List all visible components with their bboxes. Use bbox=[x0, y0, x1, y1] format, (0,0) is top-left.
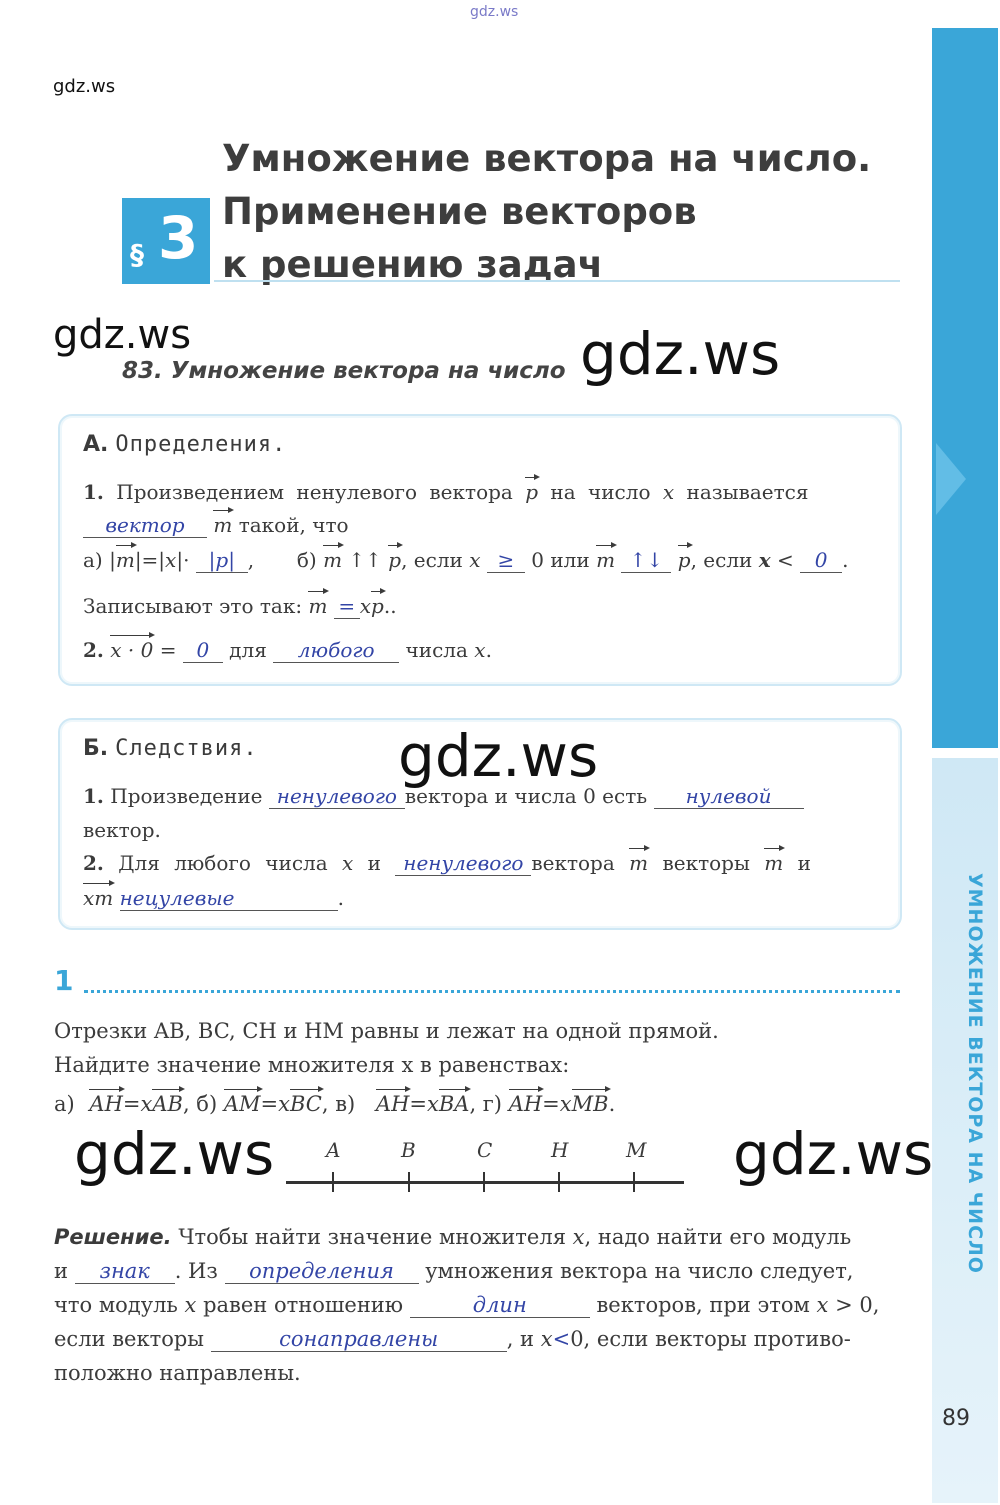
point-C-label: C bbox=[477, 1138, 493, 1162]
answer-nonzero-1: ненулевого bbox=[269, 784, 405, 809]
def-1-text4: такой, что bbox=[238, 513, 349, 537]
definitions-letter: А. bbox=[83, 432, 109, 457]
vec-BA: BA bbox=[438, 1092, 470, 1116]
write-text: Записывают это так: bbox=[83, 594, 303, 618]
cons-2-text: Для любого числа bbox=[118, 851, 328, 875]
def-2-for: для bbox=[229, 638, 267, 662]
x-times-zero-vector: x · 0 bbox=[110, 638, 154, 662]
b-lt: < bbox=[777, 548, 794, 572]
point-H-label: H bbox=[551, 1138, 569, 1162]
vec-BC: BC bbox=[289, 1092, 322, 1116]
definitions-text: Определения. bbox=[115, 432, 287, 457]
section-number: 3 bbox=[158, 204, 199, 272]
answer-nonzero-2: ненулевого bbox=[395, 851, 531, 876]
def-2-tail: числа bbox=[405, 638, 468, 662]
b-vector-p: p bbox=[388, 548, 402, 572]
b-dot: . bbox=[842, 548, 849, 572]
point-H-tick bbox=[558, 1172, 560, 1192]
vec-AH-c: AH bbox=[375, 1092, 410, 1116]
b-vector-m: m bbox=[323, 548, 343, 572]
subsection-title: 83. Умножение вектора на число bbox=[122, 358, 566, 384]
sol-t6x: x bbox=[816, 1293, 829, 1317]
cons-1-text2: вектора и числа 0 есть bbox=[404, 784, 648, 808]
sol-t3: . Из bbox=[174, 1259, 218, 1283]
title-divider bbox=[214, 280, 900, 282]
sol-t5x: x bbox=[184, 1293, 197, 1317]
cons-2-xm-x: x bbox=[83, 886, 95, 910]
def-2-eq: = bbox=[159, 638, 177, 662]
cons-2-and2: и bbox=[797, 851, 811, 875]
def-1-num: 1. bbox=[83, 480, 104, 504]
def-1-line-2 bbox=[83, 513, 349, 538]
side-tab-arrow-icon bbox=[936, 443, 966, 515]
cons-2-vector-m: m bbox=[629, 851, 649, 875]
answer-lt: < bbox=[552, 1327, 571, 1351]
task-x-a: x bbox=[140, 1092, 153, 1116]
cons-1-line-1 bbox=[83, 784, 804, 809]
b-vector-m2: m bbox=[596, 548, 616, 572]
def-2-num: 2. bbox=[83, 638, 104, 662]
b-x2: x bbox=[758, 548, 771, 572]
sol-t8x: x bbox=[540, 1327, 553, 1351]
b-if-x: , если bbox=[690, 548, 753, 572]
cons-2-text2: вектора bbox=[531, 851, 615, 875]
watermark-top-left: gdz.ws bbox=[53, 76, 116, 97]
def-1-line-1 bbox=[83, 480, 871, 504]
answer-ge: ≥ bbox=[487, 548, 525, 573]
write-x: x bbox=[359, 594, 372, 618]
point-B-label: B bbox=[401, 1138, 416, 1162]
cons-1-text3: вектор. bbox=[83, 818, 161, 842]
task-line-3: а) AH=xAB, б) AM=xBC, в) AH=xBA, г) AH=xMB. bbox=[54, 1092, 616, 1116]
item-a-comma: , bbox=[247, 548, 255, 572]
cons-1-num: 1. bbox=[83, 784, 104, 808]
sol-t5: что модуль bbox=[54, 1293, 178, 1317]
task-c-label: , в) bbox=[321, 1092, 356, 1116]
cons-2-xm bbox=[83, 886, 113, 910]
x-times-zero-x: x bbox=[110, 638, 122, 662]
write-vector-p: p bbox=[371, 594, 384, 618]
consequences-letter: Б. bbox=[83, 736, 109, 761]
cons-2-vector-m2: m bbox=[764, 851, 784, 875]
answer-abs-p: |p| bbox=[196, 548, 248, 573]
sol-t8: , и bbox=[506, 1327, 535, 1351]
consequences-heading bbox=[83, 736, 258, 761]
def-1-text3: называется bbox=[686, 480, 809, 504]
solution-line-5: положно направлены. bbox=[54, 1361, 301, 1385]
answer-zero-vector: 0 bbox=[183, 638, 223, 663]
sol-t4: умножения вектора на число следует, bbox=[425, 1259, 854, 1283]
answer-zero-word: нулевой bbox=[654, 784, 804, 809]
page-number: 89 bbox=[942, 1406, 970, 1431]
task-b-label: , б) bbox=[182, 1092, 218, 1116]
vector-m: m bbox=[213, 513, 233, 537]
side-tab bbox=[932, 28, 998, 1503]
title-line-3: к решению задач bbox=[222, 243, 604, 286]
sol-t8b: 0, если векторы противо- bbox=[570, 1327, 851, 1351]
sol-t6b: > 0, bbox=[835, 1293, 880, 1317]
section-badge bbox=[122, 198, 210, 284]
task-end-dot: . bbox=[608, 1092, 616, 1116]
task-x-b: x bbox=[278, 1092, 290, 1116]
b-vector-p2: p bbox=[677, 548, 691, 572]
title-line-1: Умножение вектора на число. bbox=[222, 137, 872, 180]
watermark-big-2: gdz.ws bbox=[580, 320, 781, 388]
point-C-tick bbox=[483, 1172, 485, 1192]
item-b-label: б) bbox=[296, 548, 317, 572]
answer-codirected: сонаправлены bbox=[211, 1327, 507, 1352]
side-tab-vertical-text: УМНОЖЕНИЕ ВЕКТОРА НА ЧИСЛО bbox=[964, 873, 986, 1274]
cons-2-x: x bbox=[342, 851, 354, 875]
sol-t1: Чтобы найти значение множителя bbox=[178, 1225, 566, 1249]
def-2-dot: . bbox=[485, 638, 492, 662]
sol-t5b: равен отношению bbox=[203, 1293, 404, 1317]
def-2-x: x bbox=[474, 638, 486, 662]
consequences-text: Следствия. bbox=[115, 736, 258, 761]
point-M-label: M bbox=[626, 1138, 647, 1162]
chapter-title bbox=[222, 132, 871, 291]
vec-AH-a: AH bbox=[89, 1092, 123, 1116]
task-number: 1 bbox=[54, 964, 74, 997]
section-mark: § bbox=[130, 238, 144, 271]
watermark-big-3: gdz.ws bbox=[398, 722, 599, 790]
answer-any: любого bbox=[273, 638, 399, 663]
solution-label: Решение. bbox=[54, 1225, 172, 1249]
point-A-label: A bbox=[326, 1138, 341, 1162]
vec-AH-d: AH bbox=[508, 1092, 543, 1116]
solution-line-4 bbox=[54, 1327, 851, 1352]
cons-2-text3: векторы bbox=[662, 851, 750, 875]
vec-MB: MB bbox=[571, 1092, 609, 1116]
codirected-symbol: ↑↑ bbox=[348, 548, 382, 572]
def-2-line bbox=[83, 638, 492, 663]
cons-1-line-2 bbox=[83, 818, 161, 842]
b-x: x bbox=[469, 548, 481, 572]
abs-m-eq: |m|=|x|· bbox=[109, 548, 190, 572]
side-tab-upper bbox=[932, 28, 998, 748]
cons-2-dot: . bbox=[337, 886, 344, 910]
sol-t2: и bbox=[54, 1259, 68, 1283]
solution-line-2 bbox=[54, 1259, 853, 1284]
cons-2-xm-m: m bbox=[94, 886, 114, 910]
point-B-tick bbox=[408, 1172, 410, 1192]
cons-1-text: Произведение bbox=[110, 784, 263, 808]
point-A-tick bbox=[332, 1172, 334, 1192]
cons-2-line-2 bbox=[83, 886, 344, 911]
answer-sign: знак bbox=[75, 1259, 175, 1284]
item-a-label: а) bbox=[83, 548, 103, 572]
abs-m-vector: m bbox=[115, 548, 135, 572]
definitions-heading bbox=[83, 432, 286, 457]
abs-x: x bbox=[165, 548, 177, 572]
vec-AB: AB bbox=[152, 1092, 183, 1116]
answer-definition: определения bbox=[225, 1259, 419, 1284]
task-x-c: x bbox=[427, 1092, 439, 1116]
b-zero-or: 0 или bbox=[531, 548, 590, 572]
write-vector-m: m bbox=[308, 594, 328, 618]
solution-line-1 bbox=[54, 1225, 851, 1249]
answer-vector: вектор bbox=[83, 513, 207, 538]
answer-lengths: длин bbox=[410, 1293, 590, 1318]
point-M-tick bbox=[633, 1172, 635, 1192]
def-1-text2: на число bbox=[550, 480, 651, 504]
task-line-2: Найдите значение множителя x в равенствах: bbox=[54, 1053, 570, 1077]
sol-t7: если векторы bbox=[54, 1327, 204, 1351]
cons-2-line-1 bbox=[83, 851, 811, 876]
answer-zero: 0 bbox=[800, 548, 842, 573]
write-tail: .. bbox=[383, 594, 397, 618]
answer-nonzero-3: нецулевые bbox=[120, 886, 338, 911]
number-line bbox=[286, 1181, 684, 1184]
cons-2-and: и bbox=[367, 851, 381, 875]
task-line-1: Отрезки AB, BC, CH и HM равны и лежат на одной прямой. bbox=[54, 1019, 719, 1043]
task-x-d: x bbox=[559, 1092, 572, 1116]
sol-t1b: , надо найти его модуль bbox=[584, 1225, 852, 1249]
answer-eq: = bbox=[334, 594, 360, 619]
sol-t1x: x bbox=[572, 1225, 585, 1249]
cons-2-num: 2. bbox=[83, 851, 104, 875]
watermark-big-4: gdz.ws bbox=[74, 1120, 275, 1188]
def-1-x: x bbox=[662, 480, 675, 504]
vector-p: p bbox=[525, 480, 539, 504]
task-d-label: , г) bbox=[469, 1092, 502, 1116]
watermark-big-1: gdz.ws bbox=[53, 312, 192, 358]
solution-line-3 bbox=[54, 1293, 879, 1318]
task-a-label: а) bbox=[54, 1092, 75, 1116]
watermark-big-5: gdz.ws bbox=[733, 1120, 934, 1188]
vec-AM: AM bbox=[223, 1092, 261, 1116]
title-line-2: Применение векторов bbox=[222, 190, 697, 233]
def-1-line-3 bbox=[83, 548, 849, 573]
task-dotted-rule bbox=[84, 990, 900, 993]
answer-opposite: ↑↓ bbox=[621, 548, 671, 573]
sol-t6: векторов, при этом bbox=[596, 1293, 810, 1317]
write-line bbox=[83, 594, 397, 619]
watermark-top: gdz.ws bbox=[470, 4, 519, 20]
b-if: , если bbox=[401, 548, 463, 572]
def-1-text: Произведением ненулевого вектора bbox=[116, 480, 513, 504]
